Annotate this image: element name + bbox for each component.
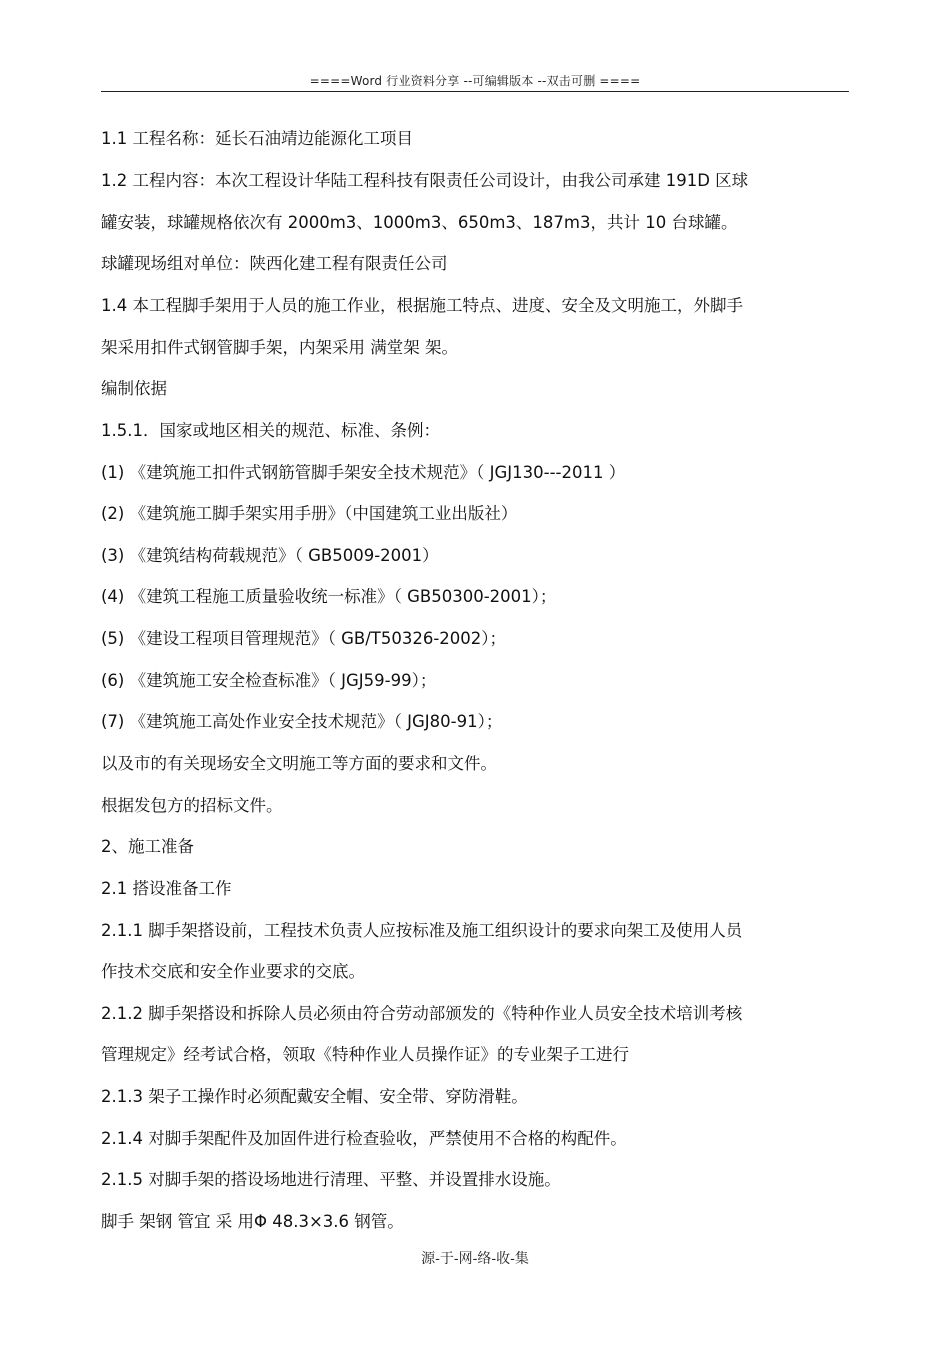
- body-line: 罐安装，球罐规格依次有 2000m3、1000m3、650m3、187m3，共计 10 台球罐。: [101, 213, 738, 232]
- reference-item: (7) 《建筑施工高处作业安全技术规范》（ JGJ80-91）；: [101, 712, 503, 731]
- body-line: 根据发包方的招标文件。: [101, 796, 283, 815]
- body-line: 2.1.3 架子工操作时必须配戴安全帽、安全带、穿防滑鞋。: [101, 1087, 528, 1106]
- page-footer: 源-于-网-络-收-集: [421, 1251, 529, 1267]
- section-heading: 编制依据: [101, 379, 167, 398]
- body-line: 1.2 工程内容：本次工程设计华陆工程科技有限责任公司设计，由我公司承建 191D 区球: [101, 171, 749, 190]
- reference-item: (5) 《建设工程项目管理规范》（ GB/T50326-2002）；: [101, 629, 507, 648]
- body-line: 1.5.1．国家或地区相关的规范、标准、条例：: [101, 421, 440, 440]
- reference-item: (1) 《建筑施工扣件式钢筋管脚手架安全技术规范》（ JGJ130---2011 ）: [101, 463, 626, 482]
- body-line: 以及市的有关现场安全文明施工等方面的要求和文件。: [101, 754, 497, 773]
- body-line: 1.4 本工程脚手架用于人员的施工作业，根据施工特点、进度、安全及文明施工，外脚手: [101, 296, 743, 315]
- body-line: 2.1.4 对脚手架配件及加固件进行检查验收，严禁使用不合格的构配件。: [101, 1129, 627, 1148]
- body-line: 2.1.5 对脚手架的搭设场地进行清理、平整、并设置排水设施。: [101, 1170, 561, 1189]
- subsection-heading: 2.1 搭设准备工作: [101, 879, 232, 898]
- body-line: 球罐现场组对单位：陕西化建工程有限责任公司: [101, 254, 448, 273]
- reference-item: (6) 《建筑施工安全检查标准》（ JGJ59-99）；: [101, 671, 437, 690]
- body-line: 管理规定》经考试合格，领取《特种作业人员操作证》的专业架子工进行: [101, 1045, 629, 1064]
- body-line: 脚手 架钢 管宜 采 用Φ 48.3×3.6 钢管。: [101, 1212, 404, 1231]
- body-line: 作技术交底和安全作业要求的交底。: [101, 962, 365, 981]
- section-heading: 2、施工准备: [101, 837, 194, 856]
- reference-item: (4) 《建筑工程施工质量验收统一标准》（ GB50300-2001）；: [101, 587, 557, 606]
- page-header: ====Word 行业资料分享 --可编辑版本 --双击可删 ====: [309, 74, 641, 88]
- body-line: 1.1 工程名称：延长石油靖边能源化工项目: [101, 129, 413, 148]
- body-line: 2.1.2 脚手架搭设和拆除人员必须由符合劳动部颁发的《特种作业人员安全技术培训考核: [101, 1004, 743, 1023]
- body-line: 2.1.1 脚手架搭设前，工程技术负责人应按标准及施工组织设计的要求向架工及使用人员: [101, 921, 743, 940]
- reference-item: (3) 《建筑结构荷载规范》（ GB5009-2001）: [101, 546, 439, 565]
- header-divider: [101, 91, 849, 92]
- reference-item: (2) 《建筑施工脚手架实用手册》（中国建筑工业出版社）: [101, 504, 518, 523]
- body-line: 架采用扣件式钢管脚手架，内架采用 满堂架 架。: [101, 338, 458, 357]
